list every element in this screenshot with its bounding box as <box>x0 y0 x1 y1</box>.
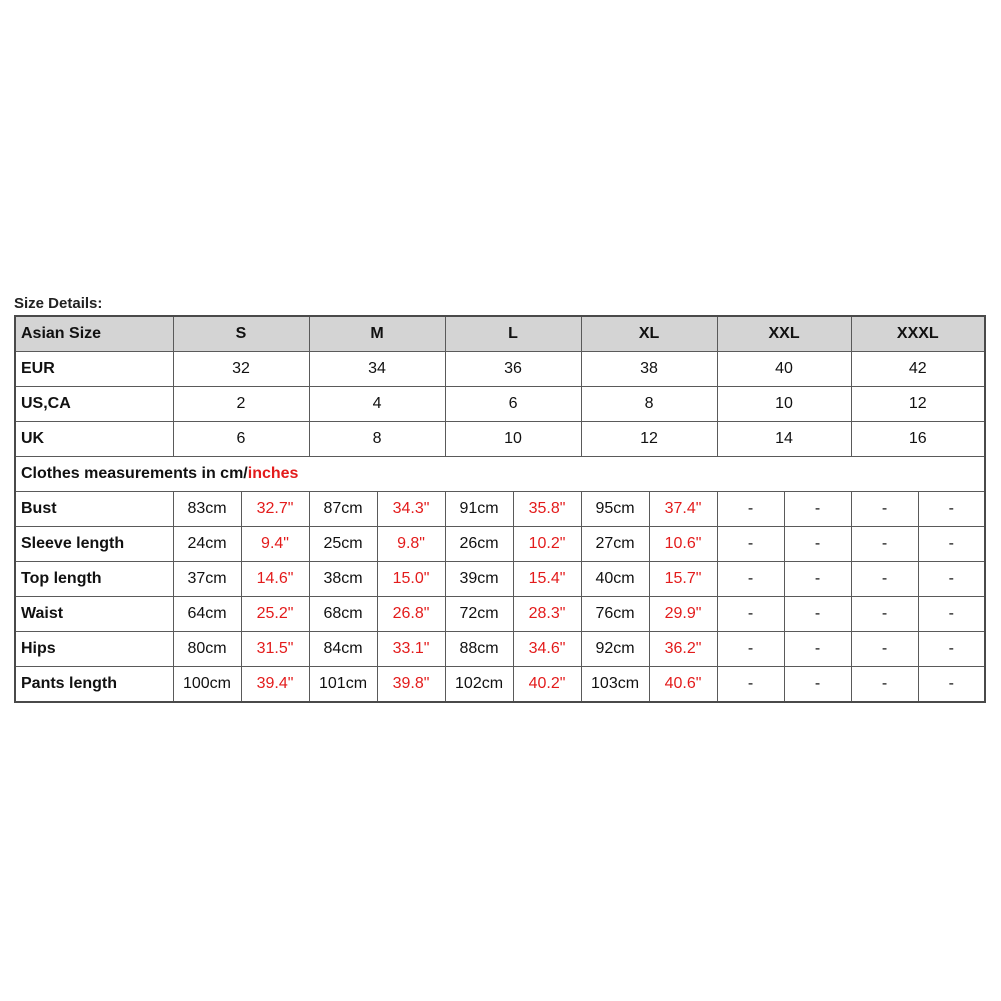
conversion-value: 10 <box>445 422 581 457</box>
cm-value: 26cm <box>445 527 513 562</box>
inch-value: 15.0" <box>377 562 445 597</box>
cm-value: 25cm <box>309 527 377 562</box>
measurement-label: Pants length <box>15 667 173 703</box>
measurement-row <box>15 527 985 562</box>
cm-value: 92cm <box>581 632 649 667</box>
inch-value: 39.8" <box>377 667 445 703</box>
conversion-value: 10 <box>717 387 851 422</box>
size-header-xl: XL <box>581 316 717 352</box>
cm-value: 84cm <box>309 632 377 667</box>
section-inches-highlight: inches <box>247 465 299 482</box>
cm-value: 80cm <box>173 632 241 667</box>
cm-value: - <box>717 492 784 527</box>
section-text: Clothes measurements in cm/ <box>21 465 248 482</box>
inch-value: - <box>784 492 851 527</box>
inch-value: 14.6" <box>241 562 309 597</box>
cm-value: 100cm <box>173 667 241 703</box>
size-details-caption: Size Details: <box>14 295 103 312</box>
conversion-value: 6 <box>445 387 581 422</box>
inch-value: - <box>918 597 985 632</box>
conversion-value: 14 <box>717 422 851 457</box>
cm-value: 103cm <box>581 667 649 703</box>
cm-value: - <box>717 562 784 597</box>
conversion-label: US,CA <box>15 387 173 422</box>
measurement-label: Hips <box>15 632 173 667</box>
cm-value: 95cm <box>581 492 649 527</box>
cm-value: 68cm <box>309 597 377 632</box>
size-header-l: L <box>445 316 581 352</box>
header-row <box>15 316 985 352</box>
inch-value: 36.2" <box>649 632 717 667</box>
cm-value: 40cm <box>581 562 649 597</box>
cm-value: 64cm <box>173 597 241 632</box>
cm-value: 83cm <box>173 492 241 527</box>
size-header-xxxl: XXXL <box>851 316 985 352</box>
conversion-value: 38 <box>581 352 717 387</box>
inch-value: 34.3" <box>377 492 445 527</box>
conversion-row <box>15 387 985 422</box>
cm-value: 87cm <box>309 492 377 527</box>
conversion-value: 36 <box>445 352 581 387</box>
cm-value: - <box>851 597 918 632</box>
conversion-row <box>15 422 985 457</box>
measurement-row <box>15 667 985 703</box>
inch-value: 10.6" <box>649 527 717 562</box>
conversion-value: 16 <box>851 422 985 457</box>
cm-value: 76cm <box>581 597 649 632</box>
cm-value: 72cm <box>445 597 513 632</box>
size-table <box>14 315 986 703</box>
inch-value: - <box>918 492 985 527</box>
inch-value: 35.8" <box>513 492 581 527</box>
conversion-label: UK <box>15 422 173 457</box>
size-header-xxl: XXL <box>717 316 851 352</box>
cm-value: - <box>717 667 784 703</box>
inch-value: - <box>918 562 985 597</box>
inch-value: 31.5" <box>241 632 309 667</box>
inch-value: 29.9" <box>649 597 717 632</box>
inch-value: 40.2" <box>513 667 581 703</box>
cm-value: - <box>717 597 784 632</box>
measurement-label: Bust <box>15 492 173 527</box>
measurement-label: Top length <box>15 562 173 597</box>
cm-value: - <box>851 492 918 527</box>
inch-value: 10.2" <box>513 527 581 562</box>
inch-value: 26.8" <box>377 597 445 632</box>
conversion-value: 40 <box>717 352 851 387</box>
inch-value: - <box>918 527 985 562</box>
cm-value: - <box>717 632 784 667</box>
section-row <box>15 457 985 492</box>
inch-value: 28.3" <box>513 597 581 632</box>
conversion-value: 4 <box>309 387 445 422</box>
measurement-label: Sleeve length <box>15 527 173 562</box>
cm-value: - <box>851 562 918 597</box>
cm-value: - <box>851 527 918 562</box>
size-chart <box>14 293 984 703</box>
inch-value: - <box>784 667 851 703</box>
inch-value: - <box>918 667 985 703</box>
inch-value: 37.4" <box>649 492 717 527</box>
inch-value: 40.6" <box>649 667 717 703</box>
cm-value: 24cm <box>173 527 241 562</box>
conversion-value: 2 <box>173 387 309 422</box>
size-header-s: S <box>173 316 309 352</box>
inch-value: - <box>784 527 851 562</box>
conversion-value: 6 <box>173 422 309 457</box>
conversion-value: 42 <box>851 352 985 387</box>
cm-value: 102cm <box>445 667 513 703</box>
cm-value: 88cm <box>445 632 513 667</box>
measurement-row <box>15 597 985 632</box>
size-table-body <box>15 316 985 702</box>
cm-value: 91cm <box>445 492 513 527</box>
measurement-label: Waist <box>15 597 173 632</box>
measurement-row <box>15 492 985 527</box>
conversion-row <box>15 352 985 387</box>
conversion-label: EUR <box>15 352 173 387</box>
conversion-value: 32 <box>173 352 309 387</box>
cm-value: - <box>851 667 918 703</box>
inch-value: 32.7" <box>241 492 309 527</box>
cm-value: 27cm <box>581 527 649 562</box>
cm-value: 38cm <box>309 562 377 597</box>
size-header-m: M <box>309 316 445 352</box>
inch-value: 34.6" <box>513 632 581 667</box>
cm-value: - <box>717 527 784 562</box>
conversion-value: 12 <box>851 387 985 422</box>
inch-value: - <box>918 632 985 667</box>
inch-value: 39.4" <box>241 667 309 703</box>
inch-value: 33.1" <box>377 632 445 667</box>
conversion-value: 8 <box>309 422 445 457</box>
measurement-row <box>15 632 985 667</box>
asian-size-header: Asian Size <box>15 316 173 352</box>
conversion-value: 12 <box>581 422 717 457</box>
cm-value: 37cm <box>173 562 241 597</box>
conversion-value: 8 <box>581 387 717 422</box>
inch-value: 25.2" <box>241 597 309 632</box>
inch-value: 15.4" <box>513 562 581 597</box>
inch-value: - <box>784 597 851 632</box>
cm-value: 39cm <box>445 562 513 597</box>
measurement-row <box>15 562 985 597</box>
cm-value: 101cm <box>309 667 377 703</box>
inch-value: 15.7" <box>649 562 717 597</box>
cm-value: - <box>851 632 918 667</box>
conversion-value: 34 <box>309 352 445 387</box>
measurements-section-title <box>15 457 985 492</box>
inch-value: 9.8" <box>377 527 445 562</box>
inch-value: - <box>784 562 851 597</box>
inch-value: - <box>784 632 851 667</box>
inch-value: 9.4" <box>241 527 309 562</box>
